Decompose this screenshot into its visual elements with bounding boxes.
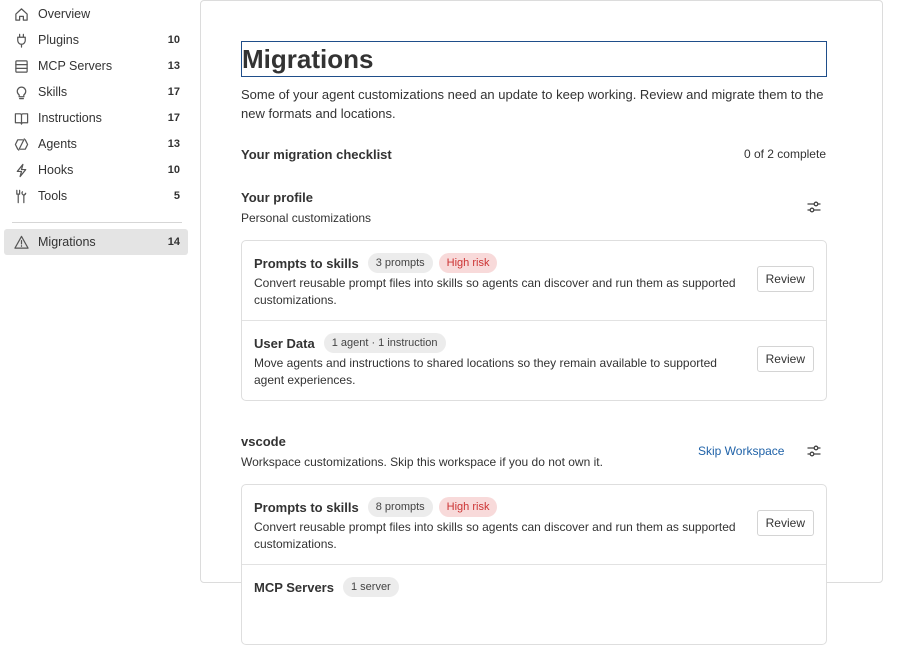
profile-filter-button[interactable] [806,199,824,217]
workspace-card-group [241,484,827,645]
sidebar-item-label: Agents [38,137,77,151]
sidebar-item-count: 13 [167,138,180,150]
tools-icon [13,188,29,204]
intro-text: Some of your agent customizations need an update to keep working. Review and migrate them to the new formats and locations. [241,87,824,121]
sidebar-item-count: 14 [167,236,180,248]
workspace-filter-button[interactable] [806,443,824,461]
sidebar-item-count: 5 [173,190,180,202]
count-badge: 3 prompts [368,253,433,273]
card-title: MCP Servers [254,579,334,595]
sidebar-item-label: Migrations [38,235,96,249]
plug-icon [13,32,29,48]
migration-card-user-data [242,321,826,401]
sliders-icon [806,199,822,215]
book-icon [13,110,29,126]
workspace-section-title: vscode [241,434,286,449]
count-badge: 1 server [343,577,399,597]
skip-workspace-link[interactable]: Skip Workspace [698,444,785,458]
sidebar-item-count: 10 [167,34,180,46]
card-description: Convert reusable prompt files into skills so agents can discover and run them as supported customizations. [254,520,736,551]
sidebar [0,0,196,600]
sidebar-item-count: 13 [167,60,180,72]
sidebar-item-label: Tools [38,189,68,203]
migration-card-mcp-servers [242,565,826,645]
migration-card-prompts-to-skills [242,485,826,565]
sidebar-item-overview[interactable] [4,1,188,27]
card-description: Move agents and instructions to shared locations so they remain available to supported agent experiences. [254,356,717,387]
sidebar-item-label: Hooks [38,163,74,177]
sidebar-item-plugins[interactable] [4,27,188,53]
risk-badge: High risk [439,497,498,517]
sidebar-item-mcp-servers[interactable] [4,53,188,79]
server-icon [13,58,29,74]
sidebar-item-count: 10 [167,164,180,176]
migrations-panel [200,0,883,595]
workspace-section-subtitle: Workspace customizations. Skip this workspace if you do not own it. [241,455,603,469]
migration-card-prompts-to-skills [242,241,826,321]
sidebar-item-agents[interactable] [4,131,188,157]
sidebar-item-skills[interactable] [4,79,188,105]
risk-badge: High risk [439,253,498,273]
card-title: User Data [254,335,315,351]
checklist-title: Your migration checklist [241,147,392,162]
profile-section-subtitle: Personal customizations [241,211,372,225]
review-button[interactable]: Review [757,266,814,292]
review-button[interactable]: Review [757,510,814,536]
sidebar-item-label: Plugins [38,33,79,47]
page-title: Migrations [241,41,827,77]
sidebar-divider [12,222,182,223]
sidebar-item-instructions[interactable] [4,105,188,131]
count-badge: 8 prompts [368,497,433,517]
sidebar-item-label: Instructions [38,111,102,125]
warning-icon [13,234,29,250]
lightbulb-icon [13,84,29,100]
sidebar-item-tools[interactable] [4,183,188,209]
sidebar-item-hooks[interactable] [4,157,188,183]
profile-section-title: Your profile [241,190,313,205]
card-title: Prompts to skills [254,499,359,515]
profile-card-group [241,240,827,401]
sidebar-item-label: MCP Servers [38,59,113,73]
agent-icon [13,136,29,152]
review-button[interactable]: Review [757,346,814,372]
count-badge: 1 agent · 1 instruction [324,333,446,353]
sidebar-item-label: Skills [38,85,68,99]
card-title: Prompts to skills [254,255,359,271]
sidebar-item-label: Overview [38,7,91,21]
sidebar-item-count: 17 [167,112,180,124]
lightning-icon [13,162,29,178]
sidebar-item-count: 17 [167,86,180,98]
sliders-icon [806,443,822,459]
sidebar-item-migrations[interactable] [4,229,188,255]
card-description: Convert reusable prompt files into skills so agents can discover and run them as supported customizations. [254,276,736,307]
checklist-progress: 0 of 2 complete [743,147,826,161]
home-icon [13,6,29,22]
